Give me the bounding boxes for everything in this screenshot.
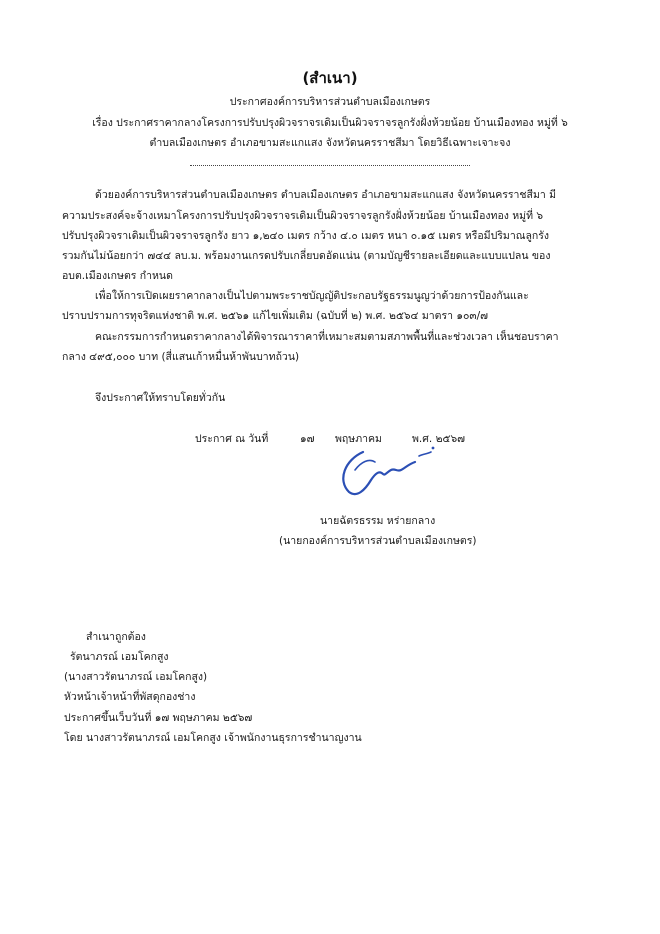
paragraph-1-line-5: อบต.เมืองเกษตร กำหนด bbox=[62, 270, 173, 282]
web-posting-date: ประกาศขึ้นเว็บวันที่ ๑๗ พฤษภาคม ๒๕๖๗ bbox=[64, 712, 253, 724]
paragraph-3-line-1: คณะกรรมการกำหนดราคากลางได้พิจารณาราคาที่เหมาะสมตามสภาพพื้นที่และช่วงเวลา เห็นชอบราคา bbox=[95, 331, 559, 343]
certifier-signature-name: รัตนาภรณ์ เอมโคกสูง bbox=[70, 651, 169, 663]
date-prefix: ประกาศ ณ วันที่ bbox=[195, 433, 269, 445]
subject-line-2: ตำบลเมืองเกษตร อำเภอขามสะแกแสง จังหวัดนครราชสีมา โดยวิธีเฉพาะเจาะจง bbox=[149, 137, 511, 149]
signer-title: (นายกองค์การบริหารส่วนตำบลเมืองเกษตร) bbox=[279, 535, 477, 547]
certifier-position: หัวหน้าเจ้าหน้าที่พัสดุกองช่าง bbox=[64, 691, 196, 703]
paragraph-1-line-2: ความประสงค์จะจ้างเหมาโครงการปรับปรุงผิวจราจรเดิมเป็นผิวจราจรลูกรังฝั่งห้วยน้อย บ้านเมืองทอง หมู่ที่ ๖ bbox=[62, 210, 544, 222]
announcement-line: จึงประกาศให้ทราบโดยทั่วกัน bbox=[95, 392, 226, 404]
paragraph-1-line-3: ปรับปรุงผิวจราเดิมเป็นผิวจราจรลูกรัง ยาว ๑,๒๔๐ เมตร กว้าง ๔.๐ เมตร หนา ๐.๑๕ เมตร หรือมีปริมาณลูกรัง bbox=[62, 230, 550, 242]
paragraph-1-line-4: รวมกันไม่น้อยกว่า ๗๔๔ ลบ.ม. พร้อมงานเกรดปรับเกลี่ยบดอัดแน่น (ตามบัญชีรายละเอียดและแบบแปลน ของ bbox=[62, 250, 551, 262]
date-day: ๑๗ bbox=[300, 433, 315, 445]
separator-dotted-line bbox=[190, 165, 470, 166]
handwritten-signature bbox=[335, 440, 445, 500]
signer-name: นายฉัตรธรรม หร่ายกลาง bbox=[320, 515, 436, 527]
copy-mark: (สำเนา) bbox=[302, 69, 358, 87]
paragraph-3-line-2: กลาง ๔๙๕,๐๐๐ บาท (สี่แสนเก้าหมื่นห้าพันบาทถ้วน) bbox=[62, 351, 300, 363]
date-month: พฤษภาคม bbox=[335, 433, 382, 445]
subject-line-1: เรื่อง ประกาศราคากลางโครงการปรับปรุงผิวจราจรเดิมเป็นผิวจราจรลูกรังฝั่งห้วยน้อย บ้านเมืองทอง หมู่ที่ ๖ bbox=[92, 117, 568, 129]
posted-by-line: โดย นางสาวรัตนาภรณ์ เอมโคกสูง เจ้าพนักงานธุรการชำนาญงาน bbox=[64, 732, 362, 744]
certified-copy-label: สำเนาถูกต้อง bbox=[86, 631, 146, 643]
paragraph-1-line-1: ด้วยองค์การบริหารส่วนตำบลเมืองเกษตร ตำบลเมืองเกษตร อำเภอขามสะแกแสง จังหวัดนครราชสีมา มี bbox=[95, 189, 557, 201]
issuer-line: ประกาศองค์การบริหารส่วนตำบลเมืองเกษตร bbox=[229, 96, 431, 108]
paragraph-2-line-1: เพื่อให้การเปิดเผยราคากลางเป็นไปตามพระราชบัญญัติประกอบรัฐธรรมนูญว่าด้วยการป้องกันและ bbox=[95, 290, 529, 302]
date-year: พ.ศ. ๒๕๖๗ bbox=[412, 433, 466, 445]
paragraph-2-line-2: ปราบปรามการทุจริตแห่งชาติ พ.ศ. ๒๕๖๑ แก้ไขเพิ่มเติม (ฉบับที่ ๒) พ.ศ. ๒๕๖๔ มาตรา ๑๐๓/๗ bbox=[62, 310, 489, 322]
certifier-full-name: (นางสาวรัตนาภรณ์ เอมโคกสูง) bbox=[64, 671, 208, 683]
